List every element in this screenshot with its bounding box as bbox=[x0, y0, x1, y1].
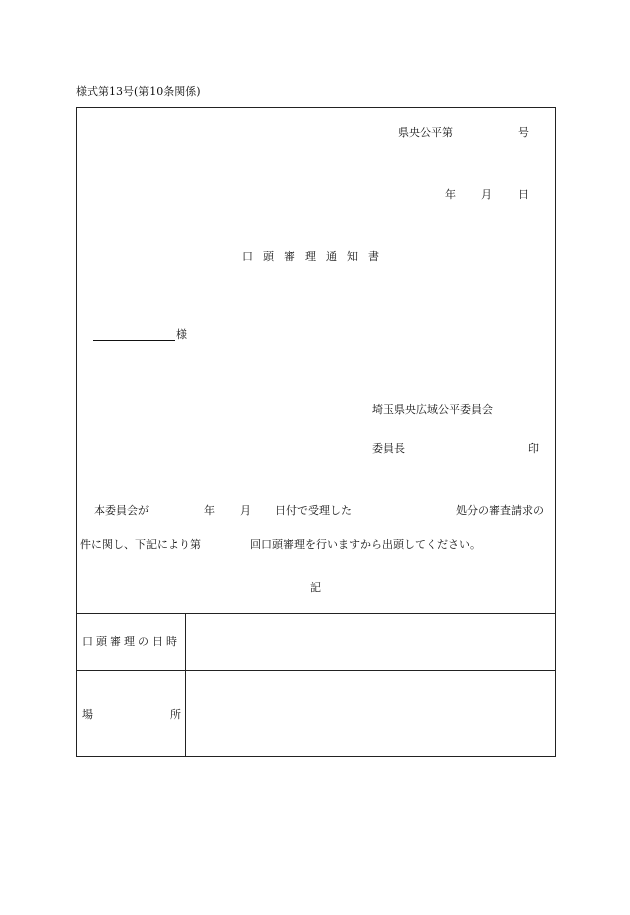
doc-number-suffix: 号 bbox=[518, 126, 529, 139]
body-line1-month: 月 bbox=[240, 504, 251, 517]
document-title: 口頭審理通知書 bbox=[242, 250, 389, 263]
body-line2-a: 件に関し、下記により第 bbox=[80, 538, 201, 551]
date-month: 月 bbox=[481, 188, 492, 201]
notice-form bbox=[76, 107, 556, 757]
body-line2-b: 回口頭審理を行いますから出頭してください。 bbox=[250, 538, 481, 551]
date-year: 年 bbox=[445, 188, 456, 201]
body-line1-a: 本委員会が bbox=[94, 504, 149, 517]
form-label: 様式第13号(第10条関係) bbox=[76, 85, 201, 98]
table-top-border bbox=[76, 613, 556, 614]
record-mark: 記 bbox=[310, 581, 321, 594]
addressee-blank-line bbox=[93, 340, 175, 341]
table-row-divider bbox=[76, 670, 556, 671]
seal-mark: 印 bbox=[528, 442, 539, 455]
table-column-divider bbox=[185, 613, 186, 757]
body-line1-year: 年 bbox=[204, 504, 215, 517]
body-line1-b: 日付で受理した bbox=[275, 504, 352, 517]
body-line1-c: 処分の審査請求の bbox=[456, 504, 544, 517]
addressee-suffix: 様 bbox=[176, 328, 187, 341]
issuer-organization: 埼玉県央広域公平委員会 bbox=[372, 403, 493, 416]
table-label-datetime: 口頭審理の日時 bbox=[82, 635, 180, 648]
table-label-place-left: 場 bbox=[82, 708, 93, 721]
table-label-place-right: 所 bbox=[170, 708, 181, 721]
doc-number-prefix: 県央公平第 bbox=[398, 126, 453, 139]
issuer-chair: 委員長 bbox=[372, 442, 405, 455]
date-day: 日 bbox=[518, 188, 529, 201]
